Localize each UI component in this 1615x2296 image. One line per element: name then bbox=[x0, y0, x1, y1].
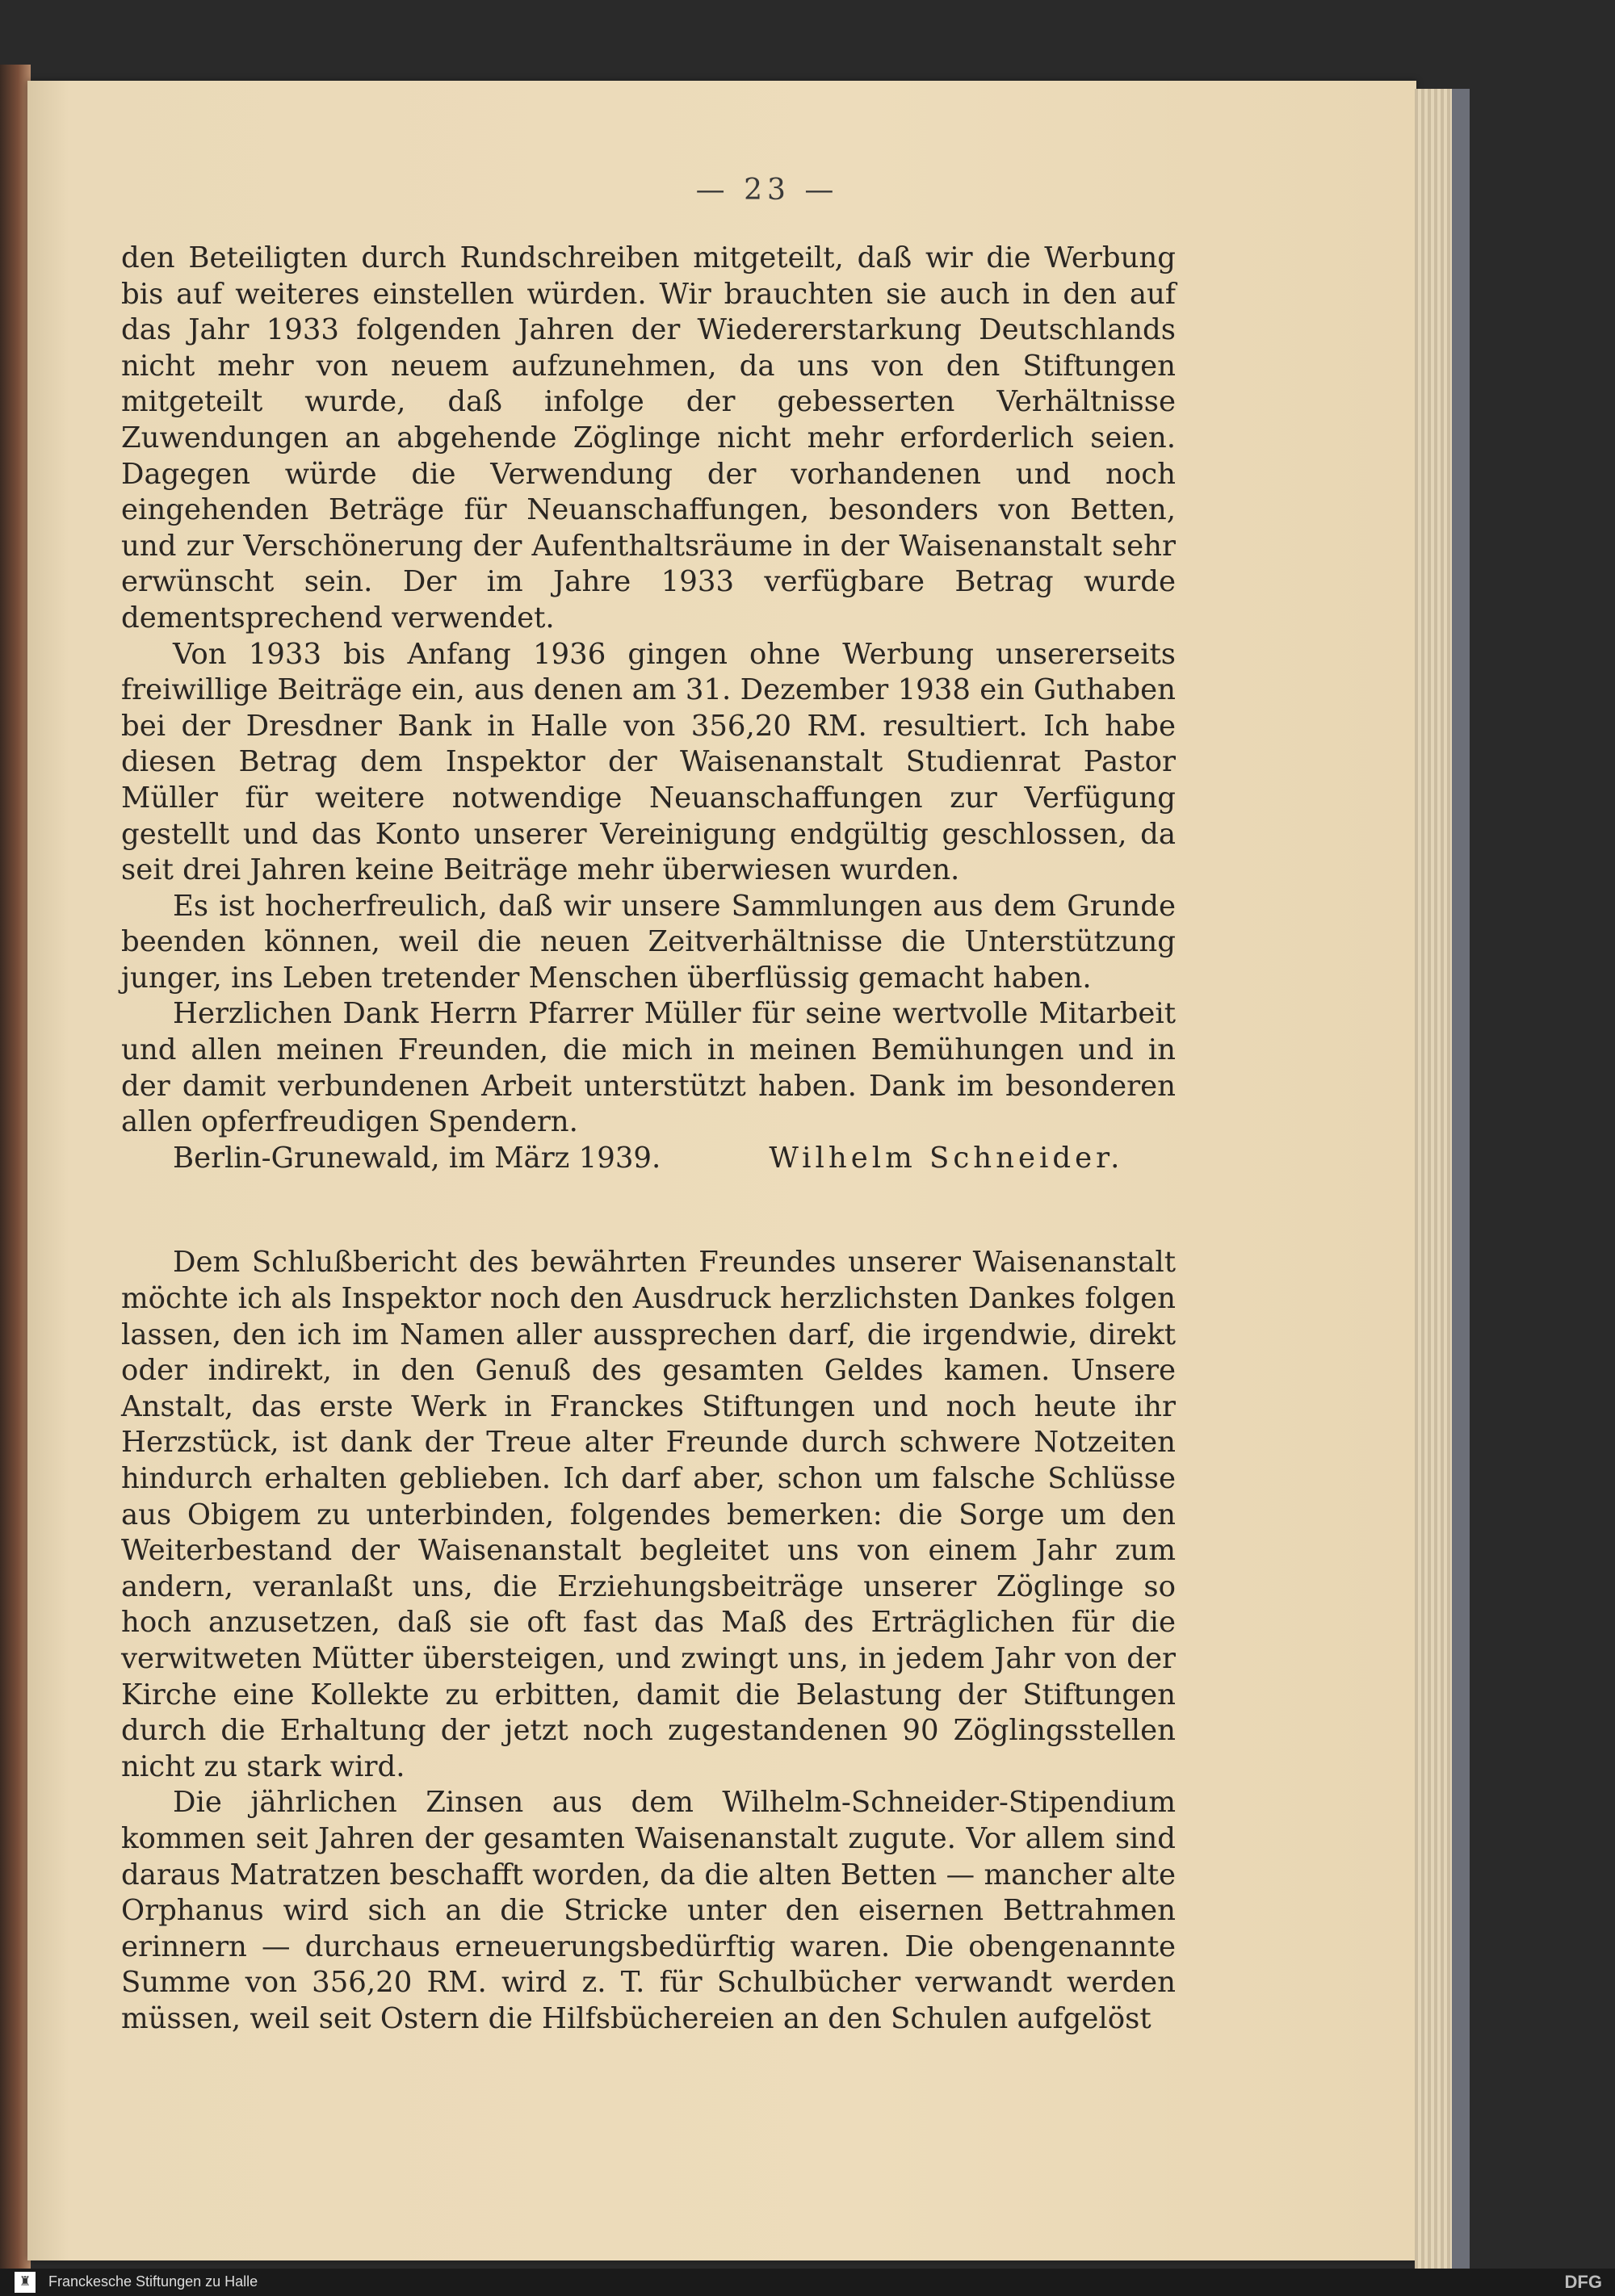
institution-logo-icon: ♜ bbox=[15, 2272, 36, 2293]
viewer-footer bbox=[0, 2269, 1615, 2296]
signature-line bbox=[121, 1141, 1176, 1177]
page-stack-edge bbox=[1415, 89, 1452, 2269]
signature-place-date: Berlin-Grunewald, im März 1939. bbox=[173, 1141, 661, 1175]
paragraph-4: Herzlichen Dank Herrn Pfarrer Müller für seine wertvolle Mitarbeit und allen meinen Freunden, die mich in meinen Bemühungen und in der damit verbundenen Arbeit unterstützt haben. Dank im besonderen allen opferfreudigen Spendern. bbox=[121, 997, 1176, 1139]
book-cover-right bbox=[1452, 89, 1470, 2269]
dfg-logo: DFG bbox=[1564, 2272, 1602, 2292]
section-gap bbox=[121, 1176, 1176, 1245]
main-text bbox=[121, 241, 1176, 2038]
institution-name: Franckesche Stiftungen zu Halle bbox=[48, 2273, 258, 2290]
signature-name: Wilhelm Schneider. bbox=[769, 1141, 1124, 1175]
paragraph-6: Die jährlichen Zinsen aus dem Wilhelm-Schneider-Stipendium kommen seit Jahren der gesamten Waisenanstalt zugute. Vor allem sind daraus Matratzen beschafft worden, da die alten Betten — mancher alte Orphanus wird sich an die Stricke unter den eisernen Bettrahmen erinnern — durchaus erneuerungsbedürftig waren. Die obengenannte Summe von 356,20 RM. wird z. T. für Schulbücher verwandt werden müssen, weil seit Ostern die Hilfsbüchereien an den Schulen aufgelöst bbox=[121, 1786, 1176, 2035]
paragraph-2: Von 1933 bis Anfang 1936 gingen ohne Werbung unsererseits freiwillige Beiträge ein, aus denen am 31. Dezember 1938 ein Guthaben bei der Dresdner Bank in Halle von 356,20 RM. resultiert. Ich habe diesen Betrag dem Inspektor der Waisenanstalt Studienrat Pastor Müller für weitere notwendige Neuanschaffungen zur Verfügung gestellt und das Konto unserer Vereinigung endgültig geschlossen, da seit drei Jahren keine Beiträge mehr überwiesen wurden. bbox=[121, 637, 1176, 887]
book-binding-left bbox=[0, 65, 31, 2277]
paragraph-5: Dem Schlußbericht des bewährten Freundes unserer Waisenanstalt möchte ich als Inspektor noch den Ausdruck herzlichsten Dankes folgen lassen, den ich im Namen aller aussprechen darf, die irgendwie, direkt oder indirekt, in den Genuß des gesamten Geldes kamen. Unsere Anstalt, das erste Werk in Franckes Stiftungen und noch heute ihr Herzstück, ist dank der Treue alter Freunde durch schwere Notzeiten hindurch erhalten geblieben. Ich darf aber, schon um falsche Schlüsse aus Obigem zu unterbinden, folgendes bemerken: die Sorge um den Weiterbestand der Waisenanstalt begleitet uns von einem Jahr zum andern, veranlaßt uns, die Erziehungsbeiträge unserer Zöglinge so hoch anzusetzen, daß sie oft fast das Maß des Erträglichen für die verwitweten Mütter übersteigen, und zwingt uns, in jedem Jahr von der Kirche eine Kollekte zu erbitten, damit die Belastung der Stiftungen durch die Erhaltung der jetzt noch zugestandenen 90 Zöglingsstellen nicht zu stark wird. bbox=[121, 1246, 1176, 1783]
paragraph-1: den Beteiligten durch Rundschreiben mitgeteilt, daß wir die Werbung bis auf weiteres einstellen würden. Wir brauchten sie auch in den auf das Jahr 1933 folgenden Jahren der Wiedererstarkung Deutschlands nicht mehr von neuem aufzunehmen, da uns von den Stiftungen mitgeteilt wurde, daß infolge der gebesserten Verhältnisse Zuwendungen an abgehende Zöglinge nicht mehr erforderlich seien. Dagegen würde die Verwendung der vorhandenen und noch eingehenden Beträge für Neuanschaffungen, besonders von Betten, und zur Verschönerung der Aufenthaltsräume in der Waisenanstalt sehr erwünscht sein. Der im Jahre 1933 verfügbare Betrag wurde dementsprechend verwendet. bbox=[121, 241, 1176, 635]
page-number: — 23 — bbox=[695, 174, 839, 207]
paragraph-3: Es ist hocherfreulich, daß wir unsere Sammlungen aus dem Grunde beenden können, weil die neuen Zeitverhältnisse die Unterstützung junger, ins Leben tretender Menschen überflüssig gemacht haben. bbox=[121, 889, 1176, 995]
